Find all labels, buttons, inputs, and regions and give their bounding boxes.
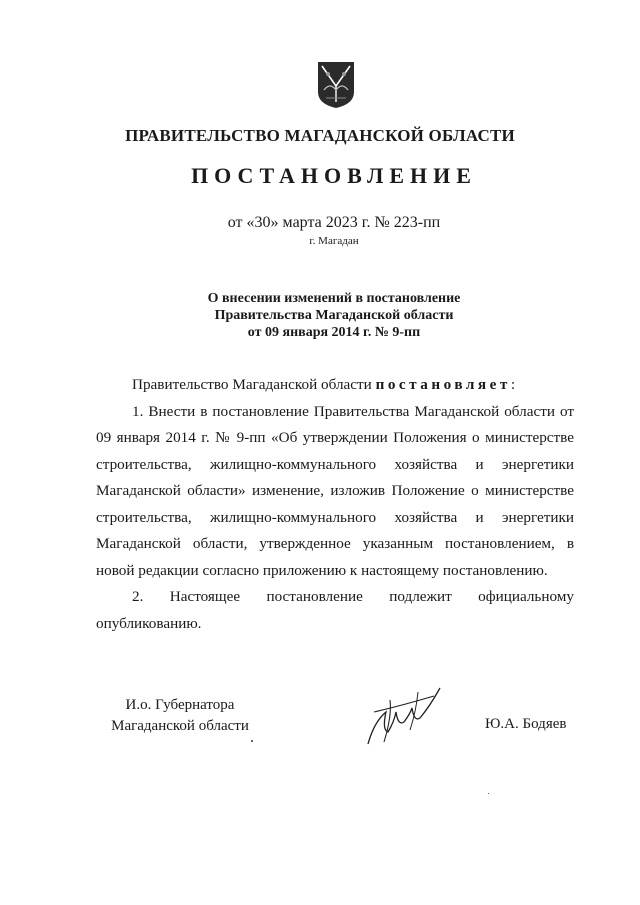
handwritten-signature <box>360 682 450 752</box>
signatory-name: Ю.А. Бодяев <box>485 716 567 732</box>
signatory-title-line-1: И.о. Губернатора <box>125 697 235 713</box>
organization-title: ПРАВИТЕЛЬСТВО МАГАДАНСКОЙ ОБЛАСТИ <box>125 126 515 145</box>
subject-line-1: О внесении изменений в постановление <box>207 291 461 306</box>
intro-suffix: : <box>510 376 516 393</box>
date-number: от «30» марта 2023 г. № 223-пп <box>227 214 441 231</box>
intro-decree-word: постановляет <box>375 376 511 393</box>
signatory-title <box>100 695 260 737</box>
scan-speck <box>488 793 489 794</box>
city-label: г. Магадан <box>309 235 359 247</box>
document-body <box>96 372 574 637</box>
subject-line-3: от 09 января 2014 г. № 9-пп <box>247 325 421 340</box>
document-subject <box>0 290 640 341</box>
coat-of-arms-icon <box>316 60 356 110</box>
item-2-paragraph: 2. Настоящее постановление подлежит официальному опубликованию. <box>96 588 574 632</box>
subject-line-2: Правительства Магаданской области <box>214 308 454 323</box>
item-1-paragraph: 1. Внести в постановление Правительства Магаданской области от 09 января 2014 г. № 9-пп «Об утверждении Положения о министерстве строительства, жилищно-коммунального хозяйства и энергетики Магаданской области» изменение, изложив Положение о министерстве строительства, жилищно-коммунального хозяйства и энергетики Магаданской области, утвержденное указанным постановлением, в новой редакции согласно приложению к настоящему постановлению. <box>96 402 574 579</box>
intro-paragraph <box>96 372 574 399</box>
intro-prefix: Правительство Магаданской области <box>132 376 376 393</box>
signatory-title-line-2: Магаданской области <box>111 718 249 734</box>
scan-speck <box>251 740 253 742</box>
document-type-title: ПОСТАНОВЛЕНИЕ <box>191 163 477 188</box>
